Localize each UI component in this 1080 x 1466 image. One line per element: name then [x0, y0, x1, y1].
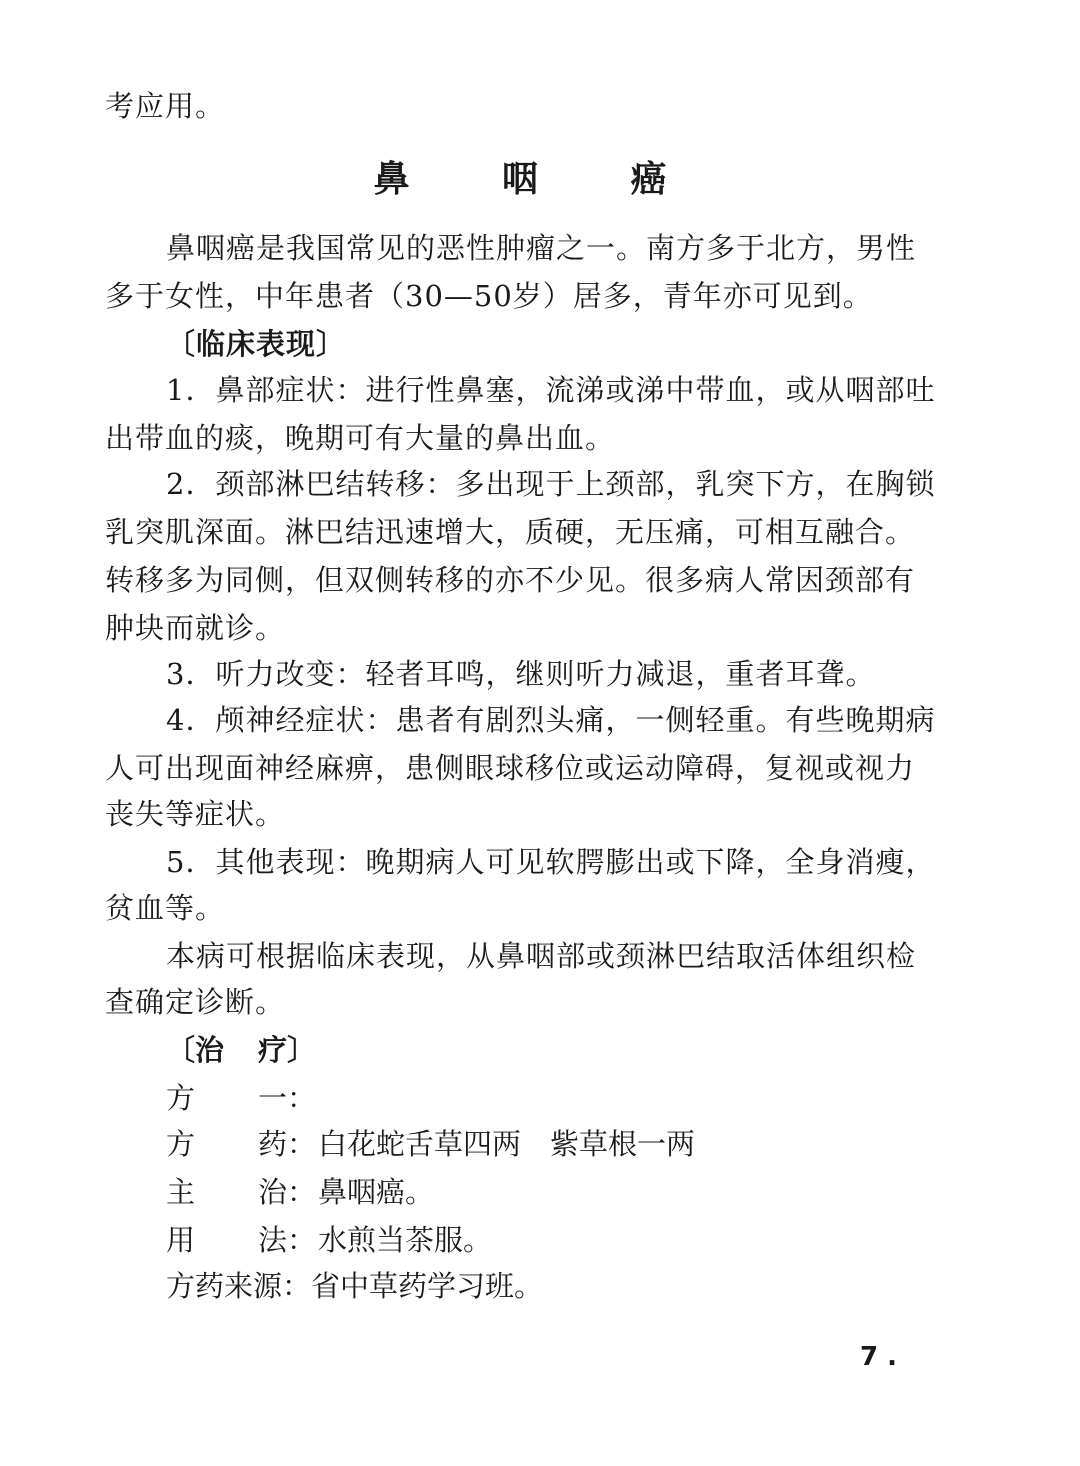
recipe-usage-key1: 用 — [166, 1223, 196, 1257]
clinical-line: 人可出现面神经麻痹，患侧眼球移位或运动障碍，复视或视力 — [105, 751, 916, 785]
recipe-drugs-key1: 方 — [166, 1127, 196, 1161]
recipe-source-value: 省中草药学习班。 — [311, 1269, 544, 1303]
clinical-line: 肿块而就诊。 — [105, 611, 286, 645]
recipe-source — [166, 1268, 543, 1304]
recipe-indication-key2: 治： — [258, 1175, 317, 1209]
recipe-name-key2: 一： — [258, 1081, 317, 1115]
recipe-usage-key2: 法： — [258, 1223, 317, 1257]
intro-line-2: 多于女性，中年患者（30—50岁）居多，青年亦可见到。 — [105, 279, 873, 313]
intro-line-1: 鼻咽癌是我国常见的恶性肿瘤之一。南方多于北方，男性 — [166, 231, 917, 265]
recipe-drugs-key2: 药： — [258, 1127, 317, 1161]
recipe-usage — [166, 1222, 492, 1258]
continued-text: 考应用。 — [105, 89, 226, 123]
diagnosis-line-1: 本病可根据临床表现，从鼻咽部或颈淋巴结取活体组织检 — [166, 939, 917, 973]
clinical-line: 1．鼻部症状：进行性鼻塞，流涕或涕中带血，或从咽部吐 — [166, 373, 936, 407]
clinical-line: 3．听力改变：轻者耳鸣，继则听力减退，重者耳聋。 — [166, 657, 876, 691]
recipe-drugs-value: 白花蛇舌草四两 紫草根一两 — [318, 1127, 696, 1161]
recipe-name-key1: 方 — [166, 1081, 196, 1115]
diagnosis-line-2: 查确定诊断。 — [105, 985, 286, 1019]
recipe-name — [166, 1080, 318, 1116]
clinical-line: 贫血等。 — [105, 891, 226, 925]
treatment-heading-open: 〔治 — [166, 1033, 225, 1067]
treatment-heading-close: 疗〕 — [258, 1033, 317, 1067]
clinical-line: 4．颅神经症状：患者有剧烈头痛，一侧轻重。有些晚期病 — [166, 703, 936, 737]
page-number: 7 . — [860, 1342, 898, 1372]
clinical-line: 转移多为同侧，但双侧转移的亦不少见。很多病人常因颈部有 — [105, 563, 916, 597]
clinical-line: 5．其他表现：晚期病人可见软腭膨出或下降，全身消瘦， — [166, 845, 936, 879]
recipe-indication — [166, 1174, 434, 1210]
recipe-indication-key1: 主 — [166, 1175, 196, 1209]
recipe-drugs — [166, 1126, 695, 1162]
clinical-line: 2．颈部淋巴结转移：多出现于上颈部，乳突下方，在胸锁 — [166, 467, 936, 501]
clinical-heading: 〔临床表现〕 — [166, 327, 347, 361]
recipe-indication-value: 鼻咽癌。 — [318, 1175, 435, 1209]
recipe-source-label: 方药来源： — [166, 1269, 312, 1303]
section-title: 鼻 咽 癌 — [373, 159, 707, 200]
clinical-line: 出带血的痰，晚期可有大量的鼻出血。 — [105, 421, 616, 455]
recipe-usage-value: 水煎当茶服。 — [318, 1223, 493, 1257]
clinical-line: 丧失等症状。 — [105, 797, 286, 831]
treatment-heading — [166, 1032, 316, 1068]
clinical-line: 乳突肌深面。淋巴结迅速增大，质硬，无压痛，可相互融合。 — [105, 515, 916, 549]
